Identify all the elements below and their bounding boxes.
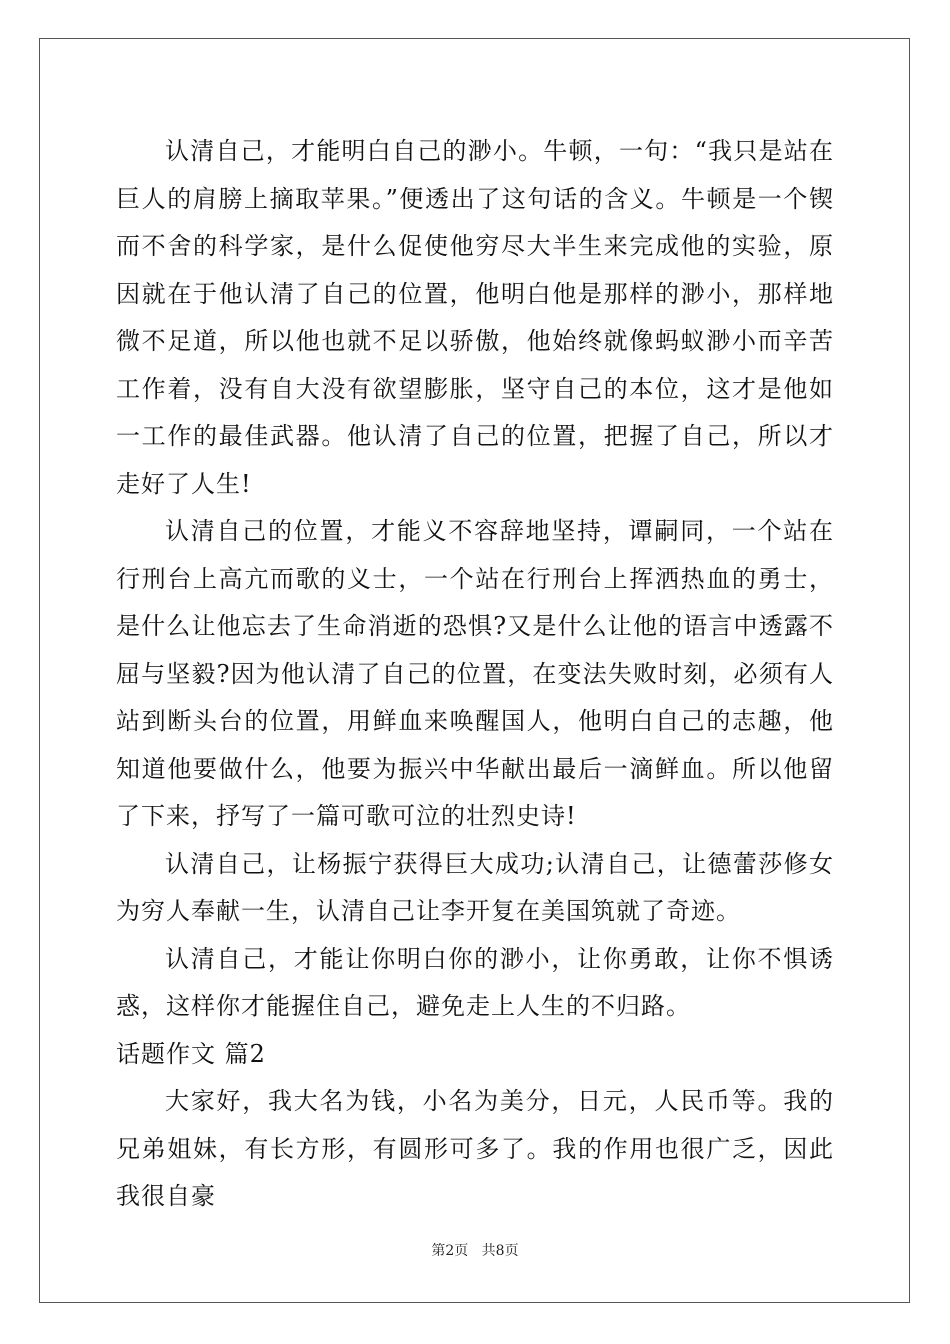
document-body <box>116 128 834 1221</box>
section-heading: 话题作文 篇2 <box>116 1039 266 1068</box>
paragraph-conclusion: 认清自己，才能让你明白你的渺小，让你勇敢，让你不惧诱惑，这样你才能握住自己，避免走上人生的不归路。 <box>116 944 834 1020</box>
paragraph-tan-sitong: 认清自己的位置，才能义不容辞地坚持，谭嗣同，一个站在行刑台上高亢而歌的义士，一个站在行刑台上挥洒热血的勇士，是什么让他忘去了生命消逝的恐惧?又是什么让他的语言中透露不屈与坚毅?因为他认清了自己的位置，在变法失败时刻，必须有人站到断头台的位置，用鲜血来唤醒国人，他明白自己的志趣，他知道他要做什么，他要为振兴中华献出最后一滴鲜血。所以他留了下来，抒写了一篇可歌可泣的壮烈史诗! <box>116 517 834 830</box>
page-footer <box>0 1240 950 1260</box>
page-number: 第2页 <box>431 1243 469 1259</box>
paragraph-examples: 认清自己，让杨振宁获得巨大成功;认清自己，让德蕾莎修女为穷人奉献一生，认清自己让李开复在美国筑就了奇迹。 <box>116 849 834 925</box>
paragraph-newton: 认清自己，才能明白自己的渺小。牛顿，一句：“我只是站在巨人的肩膀上摘取苹果。”便透出了这句话的含义。牛顿是一个锲而不舍的科学家，是什么促使他穷尽大半生来完成他的实验，原因就在于他认清了自己的位置，他明白他是那样的渺小，那样地微不足道，所以他也就不足以骄傲，他始终就像蚂蚁渺小而辛苦工作着，没有自大没有欲望膨胀，坚守自己的本位，这才是他如一工作的最佳武器。他认清了自己的位置，把握了自己，所以才走好了人生! <box>116 137 834 498</box>
paragraph-money-intro: 大家好，我大名为钱，小名为美分，日元，人民币等。我的兄弟姐妹，有长方形，有圆形可多了。我的作用也很广乏，因此我很自豪 <box>116 1087 834 1210</box>
page-total: 共8页 <box>481 1243 519 1259</box>
